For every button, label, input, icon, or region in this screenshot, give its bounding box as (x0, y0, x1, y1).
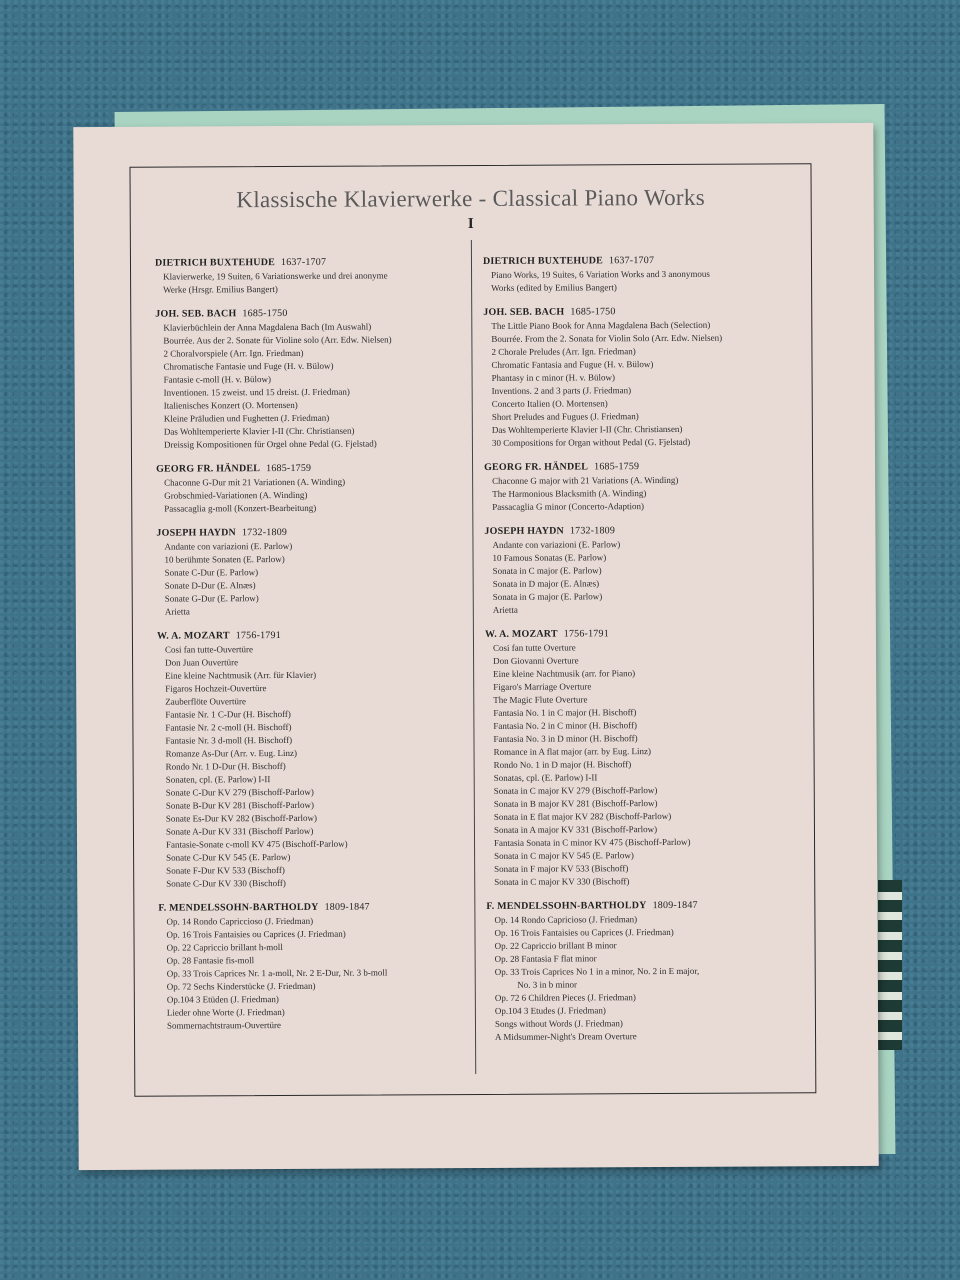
work-entry: Don Giovanni Overture (493, 655, 579, 666)
work-entry: Op.104 3 Etudes (J. Friedman) (494, 1005, 606, 1016)
composer-years: 1685-1759 (594, 461, 640, 473)
work-entry: Sonata in B major KV 281 (Bischoff-Parlow) (493, 798, 658, 809)
composer-section (485, 627, 811, 889)
work-entry: 10 berühmte Sonaten (E. Parlow) (164, 554, 285, 565)
page-frame (129, 163, 816, 1097)
work-entry: Bourrée. From the 2. Sonata for Violin Solo (Arr. Edw. Nielsen) (491, 332, 723, 344)
work-entry: Cosi fan tutte Overture (492, 642, 576, 653)
composer-section (155, 256, 480, 297)
work-entry: Sonate B-Dur KV 281 (Bischoff-Parlow) (165, 799, 315, 811)
work-entry: Sonata in A major KV 331 (Bischoff-Parlow) (493, 824, 658, 835)
catalog-page (73, 123, 878, 1170)
english-column (483, 254, 812, 1056)
work-entry: Italienisches Konzert (O. Mortensen) (163, 399, 298, 411)
composer-name (485, 627, 810, 640)
work-entry: Andante con variazioni (E. Parlow) (164, 540, 293, 552)
german-column (155, 256, 484, 1045)
composer-years: 1756-1791 (563, 628, 609, 640)
work-entry: Sonate F-Dur KV 533 (Bischoff) (166, 865, 285, 876)
work-entry: Songs without Words (J. Friedman) (494, 1018, 623, 1029)
work-entry: Sonate A-Dur KV 331 (Bischoff Parlow) (165, 825, 314, 837)
composer-label: JOH. SEB. BACH (155, 308, 237, 320)
work-entry: Op. 16 Trois Fantaisies ou Caprices (J. Friedman) (494, 926, 674, 938)
work-entry: Sonate C-Dur KV 330 (Bischoff) (166, 877, 286, 889)
work-entry: Chromatic Fantasia and Fugue (H. v. Bülow) (491, 359, 654, 370)
composer-label: JOSEPH HAYDN (156, 527, 236, 539)
work-entry: The Magic Flute Overture (493, 694, 588, 705)
composer-label: W. A. MOZART (484, 628, 558, 640)
composer-name (484, 524, 809, 537)
work-entry: Sonata in C major KV 330 (Bischoff) (494, 876, 630, 887)
work-entry: Zauberflöte Ouvertüre (165, 696, 247, 707)
work-entry: Dreissig Kompositionen für Orgel ohne Pedal (G. Fjelstad) (163, 438, 377, 450)
composer-name (483, 305, 808, 318)
work-entry: Sonaten, cpl. (E. Parlow) I-II (165, 774, 271, 785)
work-entry: Chaconne G major with 21 Variations (A. Winding) (492, 474, 679, 486)
composer-section (486, 899, 812, 1044)
composer-years: 1732-1809 (569, 525, 616, 537)
work-entry: The Harmonious Blacksmith (A. Winding) (492, 488, 647, 499)
composer-section (484, 524, 809, 617)
composer-section (484, 460, 809, 514)
composer-section (157, 629, 483, 891)
composer-name (155, 256, 480, 269)
work-entry: Op. 22 Capriccio brillant B minor (494, 940, 617, 951)
composer-years: 1685-1750 (242, 307, 288, 320)
work-entry: Inventions. 2 and 3 parts (J. Friedman) (491, 385, 632, 396)
work-entry: Sonata in F major KV 533 (Bischoff) (494, 863, 629, 874)
work-entry: Op. 22 Capriccio brillant h-moll (166, 942, 283, 953)
work-entry: Bourrée. Aus der 2. Sonate für Violine solo (Arr. Edw. Nielsen) (163, 334, 392, 346)
composer-label: W. A. MOZART (156, 630, 230, 642)
work-entry: 2 Chorale Preludes (Arr. Ign. Friedman) (491, 346, 636, 357)
work-entry: Sonate D-Dur (E. Alnæs) (164, 580, 256, 591)
work-entry: Fantasia No. 3 in D minor (H. Bischoff) (493, 733, 638, 744)
work-entry: Sommernachtstraum-Ouvertüre (166, 1020, 281, 1031)
work-entry: The Little Piano Book for Anna Magdalena Bach (Selection) (491, 319, 711, 331)
work-entry: Fantasie c-moll (H. v. Bülow) (163, 374, 272, 385)
work-entry: Arietta (164, 606, 190, 617)
work-entry: Passacaglia g-moll (Konzert-Bearbeitung) (164, 502, 317, 514)
work-entry: Passacaglia G minor (Concerto-Adaption) (492, 501, 645, 512)
composer-label: JOSEPH HAYDN (484, 525, 564, 537)
work-entry: Short Preludes and Fugues (J. Friedman) (491, 411, 639, 422)
work-entry: 2 Choralvorspiele (Arr. Ign. Friedman) (163, 347, 304, 359)
work-entry: Works (edited by Emilius Bangert) (491, 282, 617, 293)
composer-years: 1637-1707 (608, 255, 655, 267)
composer-name (486, 899, 811, 912)
composer-years: 1809-1847 (324, 901, 370, 913)
composer-name (156, 462, 481, 475)
work-entry: A Midsummer-Night's Dream Overture (495, 1031, 637, 1042)
work-entry: Sonate G-Dur (E. Parlow) (164, 593, 259, 604)
work-entry: Op. 72 6 Children Pieces (J. Friedman) (494, 992, 636, 1003)
work-entry: Eine kleine Nachtmusik (arr. for Piano) (493, 668, 636, 679)
work-entry: Chromatische Fantasie und Fuge (H. v. Bülow) (163, 360, 334, 372)
work-entry: Figaros Hochzeit-Ouvertüre (165, 683, 267, 694)
composer-years: 1756-1791 (235, 630, 281, 642)
composer-section (156, 462, 481, 516)
composer-label: JOH. SEB. BACH (483, 306, 565, 318)
work-entry: Sonate Es-Dur KV 282 (Bischoff-Parlow) (165, 812, 318, 824)
work-entry: Fantasie Nr. 2 c-moll (H. Bischoff) (165, 721, 292, 733)
work-entry: Don Juan Ouvertüre (165, 657, 239, 668)
work-entry: Sonata in C major KV 545 (E. Parlow) (494, 850, 634, 861)
work-entry: Op. 72 Sechs Kinderstücke (J. Friedman) (166, 980, 316, 992)
work-entry: Sonate C-Dur KV 279 (Bischoff-Parlow) (165, 786, 314, 798)
composer-label: DIETRICH BUXTEHUDE (154, 257, 276, 269)
composer-section (483, 254, 808, 295)
work-entry: Andante con variazioni (E. Parlow) (492, 539, 621, 550)
composer-label: GEORG FR. HÄNDEL (156, 463, 261, 475)
work-entry: Klavierbüchlein der Anna Magdalena Bach (Im Auswahl) (163, 321, 372, 333)
work-entry: Lieder ohne Worte (J. Friedman) (166, 1007, 285, 1018)
work-entry: Op. 16 Trois Fantaisies ou Caprices (J. Friedman) (166, 928, 346, 940)
work-entry: Kleine Präludien und Fughetten (J. Friedman) (163, 412, 330, 424)
work-entry: Sonata in C major (E. Parlow) (492, 565, 602, 576)
work-entry: Werke (Hrsgr. Emilius Bangert) (163, 284, 278, 295)
work-entry: Romance in A flat major (arr. by Eug. Linz) (493, 746, 652, 757)
work-entry: Phantasy in c minor (H. v. Bülow) (491, 372, 616, 383)
work-entry: 30 Compositions for Organ without Pedal (G. Fjelstad) (491, 436, 691, 448)
work-entry: Figaro's Marriage Overture (493, 681, 592, 692)
composer-section (483, 305, 809, 450)
composer-label: F. MENDELSSOHN-BARTHOLDY (486, 900, 647, 912)
work-entry: 10 Famous Sonatas (E. Parlow) (492, 552, 607, 563)
work-entry: Inventionen. 15 zweist. und 15 dreist. (J. Friedman) (163, 386, 350, 398)
striped-edge (878, 880, 902, 1050)
work-entry: Fantasia Sonata in C minor KV 475 (Bischoff-Parlow) (494, 836, 691, 848)
work-entry: Rondo Nr. 1 D-Dur (H. Bischoff) (165, 760, 286, 772)
work-entry: Fantasie Nr. 1 C-Dur (H. Bischoff) (165, 708, 291, 720)
work-entry: Das Wohltemperierte Klavier I-II (Chr. Christiansen) (491, 423, 683, 435)
work-entry: Das Wohltemperierte Klavier I-II (Chr. Christiansen) (163, 425, 355, 437)
work-entry: Sonate C-Dur KV 545 (E. Parlow) (166, 851, 291, 863)
work-entry: Chaconne G-Dur mit 21 Variationen (A. Winding) (164, 476, 346, 488)
work-entry: Arietta (492, 604, 518, 615)
work-entry: Fantasia No. 2 in C minor (H. Bischoff) (493, 720, 638, 731)
composer-section (155, 307, 481, 452)
composer-name (158, 901, 483, 914)
work-entry: Sonata in C major KV 279 (Bischoff-Parlow) (493, 785, 658, 796)
work-entry: Fantasie-Sonate c-moll KV 475 (Bischoff-Parlow) (166, 838, 348, 850)
composer-label: GEORG FR. HÄNDEL (484, 461, 589, 473)
work-entry: Cosi fan tutte-Ouvertüre (164, 644, 254, 655)
composer-years: 1685-1750 (570, 306, 616, 318)
work-entry: Op. 33 Trois Caprices Nr. 1 a-moll, Nr. 2 E-Dur, Nr. 3 b-moll (166, 967, 388, 979)
work-entry: Sonatas, cpl. (E. Parlow) I-II (493, 772, 598, 783)
composer-years: 1685-1759 (266, 462, 312, 475)
work-entry: Concerto Italien (O. Mortensen) (491, 398, 608, 409)
composer-name (156, 526, 481, 539)
work-entry: Sonata in G major (E. Parlow) (492, 591, 603, 602)
composer-years: 1637-1707 (280, 256, 327, 269)
work-entry: Romanze As-Dur (Arr. v. Eug. Linz) (165, 747, 297, 759)
work-entry: Sonata in E flat major KV 282 (Bischoff-Parlow) (493, 810, 672, 822)
work-entry: Rondo No. 1 in D major (H. Bischoff) (493, 759, 632, 770)
composer-name (484, 460, 809, 473)
composer-label: F. MENDELSSOHN-BARTHOLDY (158, 901, 319, 914)
volume-number: I (467, 216, 474, 233)
page-title: Klassische Klavierwerke - Classical Piano Works (236, 184, 705, 213)
work-entry: Eine kleine Nachtmusik (Arr. für Klavier) (165, 669, 317, 681)
composer-years: 1732-1809 (241, 526, 288, 539)
composer-section (158, 901, 484, 1033)
composer-section (156, 526, 481, 619)
work-entry: Piano Works, 19 Suites, 6 Variation Works and 3 anonymous (491, 268, 710, 280)
composer-years: 1809-1847 (652, 899, 698, 912)
work-entry: Fantasia No. 1 in C major (H. Bischoff) (493, 707, 637, 718)
work-entry: Grobschmied-Variationen (A. Winding) (164, 489, 308, 501)
work-entry: Op. 33 Trois Caprices No 1 in a minor, No. 2 in E major, No. 3 in b minor (494, 965, 700, 990)
composer-name (483, 254, 808, 267)
work-entry: Op.104 3 Etüden (J. Friedman) (166, 994, 279, 1005)
work-entry: Op. 28 Fantasia F flat minor (494, 953, 597, 964)
work-entry: Op. 14 Rondo Capriccioso (J. Friedman) (166, 915, 314, 927)
work-entry: Fantasie Nr. 3 d-moll (H. Bischoff) (165, 734, 293, 746)
composer-name (155, 307, 480, 320)
work-entry: Sonata in D major (E. Alnæs) (492, 578, 600, 589)
work-entry: Sonate C-Dur (E. Parlow) (164, 567, 259, 578)
work-entry: Klavierwerke, 19 Suiten, 6 Variationswerke und drei anonyme (163, 270, 388, 282)
composer-label: DIETRICH BUXTEHUDE (482, 255, 604, 267)
composer-name (157, 629, 482, 642)
work-entry: Op. 28 Fantasie fis-moll (166, 955, 255, 966)
work-entry: Op. 14 Rondo Capricioso (J. Friedman) (494, 914, 638, 925)
